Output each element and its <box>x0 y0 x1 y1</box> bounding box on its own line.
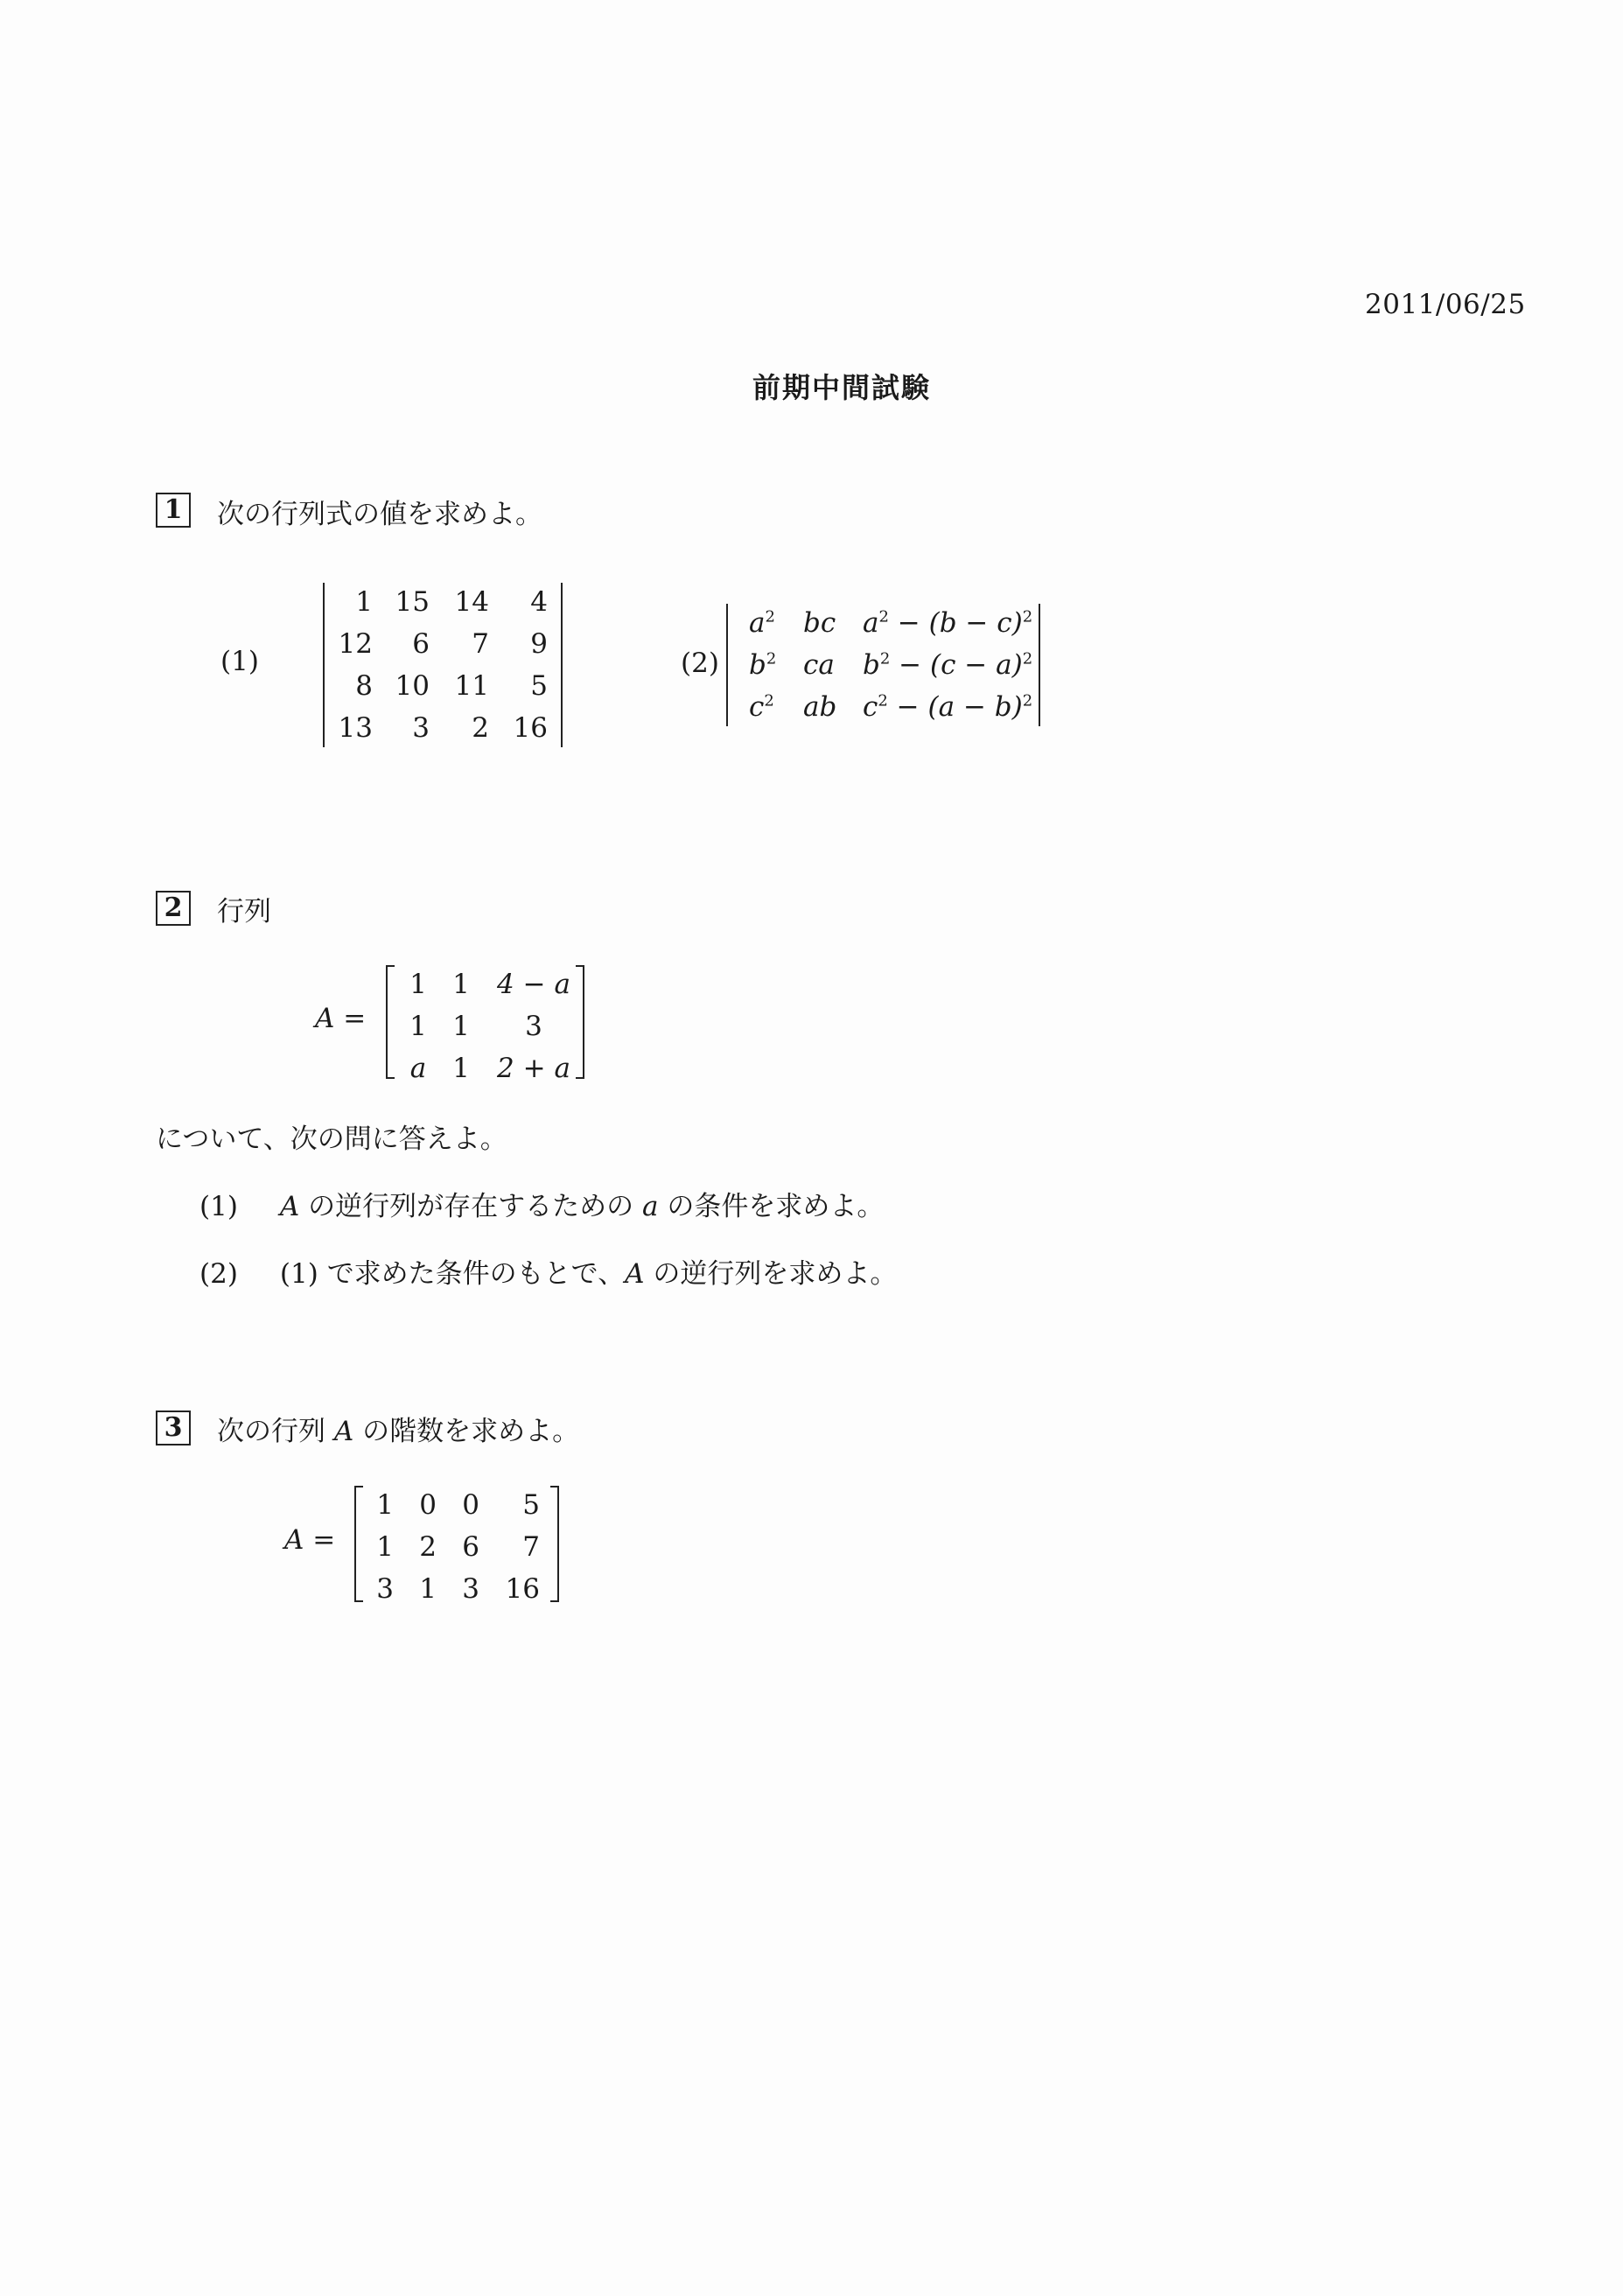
matrix-entry: 1 <box>376 1531 394 1563</box>
bracket-right-top <box>550 1486 559 1488</box>
question-prompt-text: 次の行列 <box>217 1416 334 1447</box>
matrix-entry: 1 <box>409 969 427 1000</box>
matrix-entry: 11 <box>454 670 489 702</box>
matrix-entry: 3 <box>376 1573 394 1605</box>
matrix-entry: 0 <box>462 1489 479 1521</box>
matrix-entry: 2 <box>419 1531 437 1563</box>
matrix-entry: 8 <box>355 670 373 702</box>
matrix-entry: $a^2$ <box>749 607 775 639</box>
matrix-entry: 3 <box>525 1011 542 1042</box>
matrix-entry: 3 <box>462 1573 479 1605</box>
bracket-right-bottom <box>550 1600 559 1602</box>
matrix-entry: 1 <box>376 1489 394 1521</box>
subquestion-text: の逆行列が存在するための <box>299 1191 643 1222</box>
matrix-entry: ab <box>803 691 837 723</box>
page-title: 前期中間試験 <box>752 371 932 404</box>
matrix-entry: 13 <box>338 712 373 744</box>
matrix-lhs: A = <box>315 1003 367 1034</box>
matrix-entry: 9 <box>530 628 548 660</box>
matrix-entry: $b^2$ <box>749 649 777 681</box>
matrix-entry: 5 <box>530 670 548 702</box>
determinant-bar-right <box>1039 604 1040 726</box>
matrix-entry: 1 <box>452 1053 470 1084</box>
question-number-box: 2 <box>156 891 191 926</box>
matrix-entry: 1 <box>452 969 470 1000</box>
matrix-entry: 12 <box>338 628 373 660</box>
question-prompt-text: の階数を求めよ。 <box>353 1416 580 1447</box>
matrix-entry: 5 <box>522 1489 540 1521</box>
matrix-entry: 1 <box>419 1573 437 1605</box>
bracket-left-top <box>354 1486 363 1488</box>
matrix-entry: $b^2 - (c - a)^2$ <box>863 649 1033 681</box>
question-prompt: 行列 <box>217 896 271 928</box>
matrix-entry: 10 <box>395 670 430 702</box>
determinant-bar-left <box>323 583 325 747</box>
matrix-entry: 1 <box>409 1011 427 1042</box>
math-variable: A <box>333 1416 354 1447</box>
question-number-box: 3 <box>156 1410 191 1446</box>
matrix-entry: 7 <box>522 1531 540 1563</box>
subquestion-2 <box>199 1251 897 1291</box>
matrix-entry: a <box>409 1053 427 1084</box>
determinant-bar-left <box>726 604 728 726</box>
question-number-box: 1 <box>156 493 191 528</box>
matrix-entry: 6 <box>462 1531 479 1563</box>
question-prompt <box>217 1409 579 1448</box>
matrix-entry: 1 <box>355 586 373 618</box>
math-variable: A <box>625 1258 645 1290</box>
matrix-entry: bc <box>803 607 836 639</box>
bracket-right-top <box>576 965 584 967</box>
matrix-entry: $c^2$ <box>749 691 774 723</box>
matrix-entry: 6 <box>412 628 430 660</box>
bracket-left-bottom <box>354 1600 363 1602</box>
question-prompt: 次の行列式の値を求めよ。 <box>217 499 542 530</box>
matrix-entry: ca <box>803 649 835 681</box>
matrix-entry: 2 + a <box>497 1053 570 1084</box>
matrix-entry: 4 <box>530 586 548 618</box>
bracket-right-stem <box>557 1486 559 1602</box>
matrix-entry: 16 <box>513 712 548 744</box>
matrix-entry: $a^2 - (b - c)^2$ <box>863 607 1033 639</box>
subquestion-text: (1) で求めた条件のもとで、 <box>279 1258 626 1290</box>
matrix-entry: $c^2 - (a - b)^2$ <box>863 691 1033 723</box>
subquestion-label: (1) <box>220 646 259 677</box>
determinant-bar-right <box>561 583 563 747</box>
subquestion-label: (2) <box>681 648 719 679</box>
matrix-entry: 3 <box>412 712 430 744</box>
bracket-left-top <box>386 965 395 967</box>
bracket-left-stem <box>354 1486 356 1602</box>
math-variable: a <box>642 1191 659 1222</box>
matrix-entry: 1 <box>452 1011 470 1042</box>
matrix-entry: 7 <box>472 628 489 660</box>
matrix-entry: 16 <box>505 1573 540 1605</box>
matrix-lhs: A = <box>284 1524 336 1556</box>
math-variable: A <box>279 1191 300 1222</box>
subquestion-text: の逆行列を求めよ。 <box>644 1258 898 1290</box>
subquestion-label: (1) <box>199 1191 238 1222</box>
matrix-entry: 15 <box>395 586 430 618</box>
subquestion-1 <box>199 1184 884 1223</box>
subquestion-text: の条件を求めよ。 <box>658 1191 885 1222</box>
question-continuation: について、次の問に答えよ。 <box>156 1124 507 1155</box>
matrix-entry: 4 − a <box>497 969 570 1000</box>
matrix-entry: 2 <box>472 712 489 744</box>
matrix-entry: 14 <box>454 586 489 618</box>
subquestion-label: (2) <box>199 1258 238 1290</box>
matrix-entry: 0 <box>419 1489 437 1521</box>
exam-date: 2011/06/25 <box>1365 289 1526 320</box>
